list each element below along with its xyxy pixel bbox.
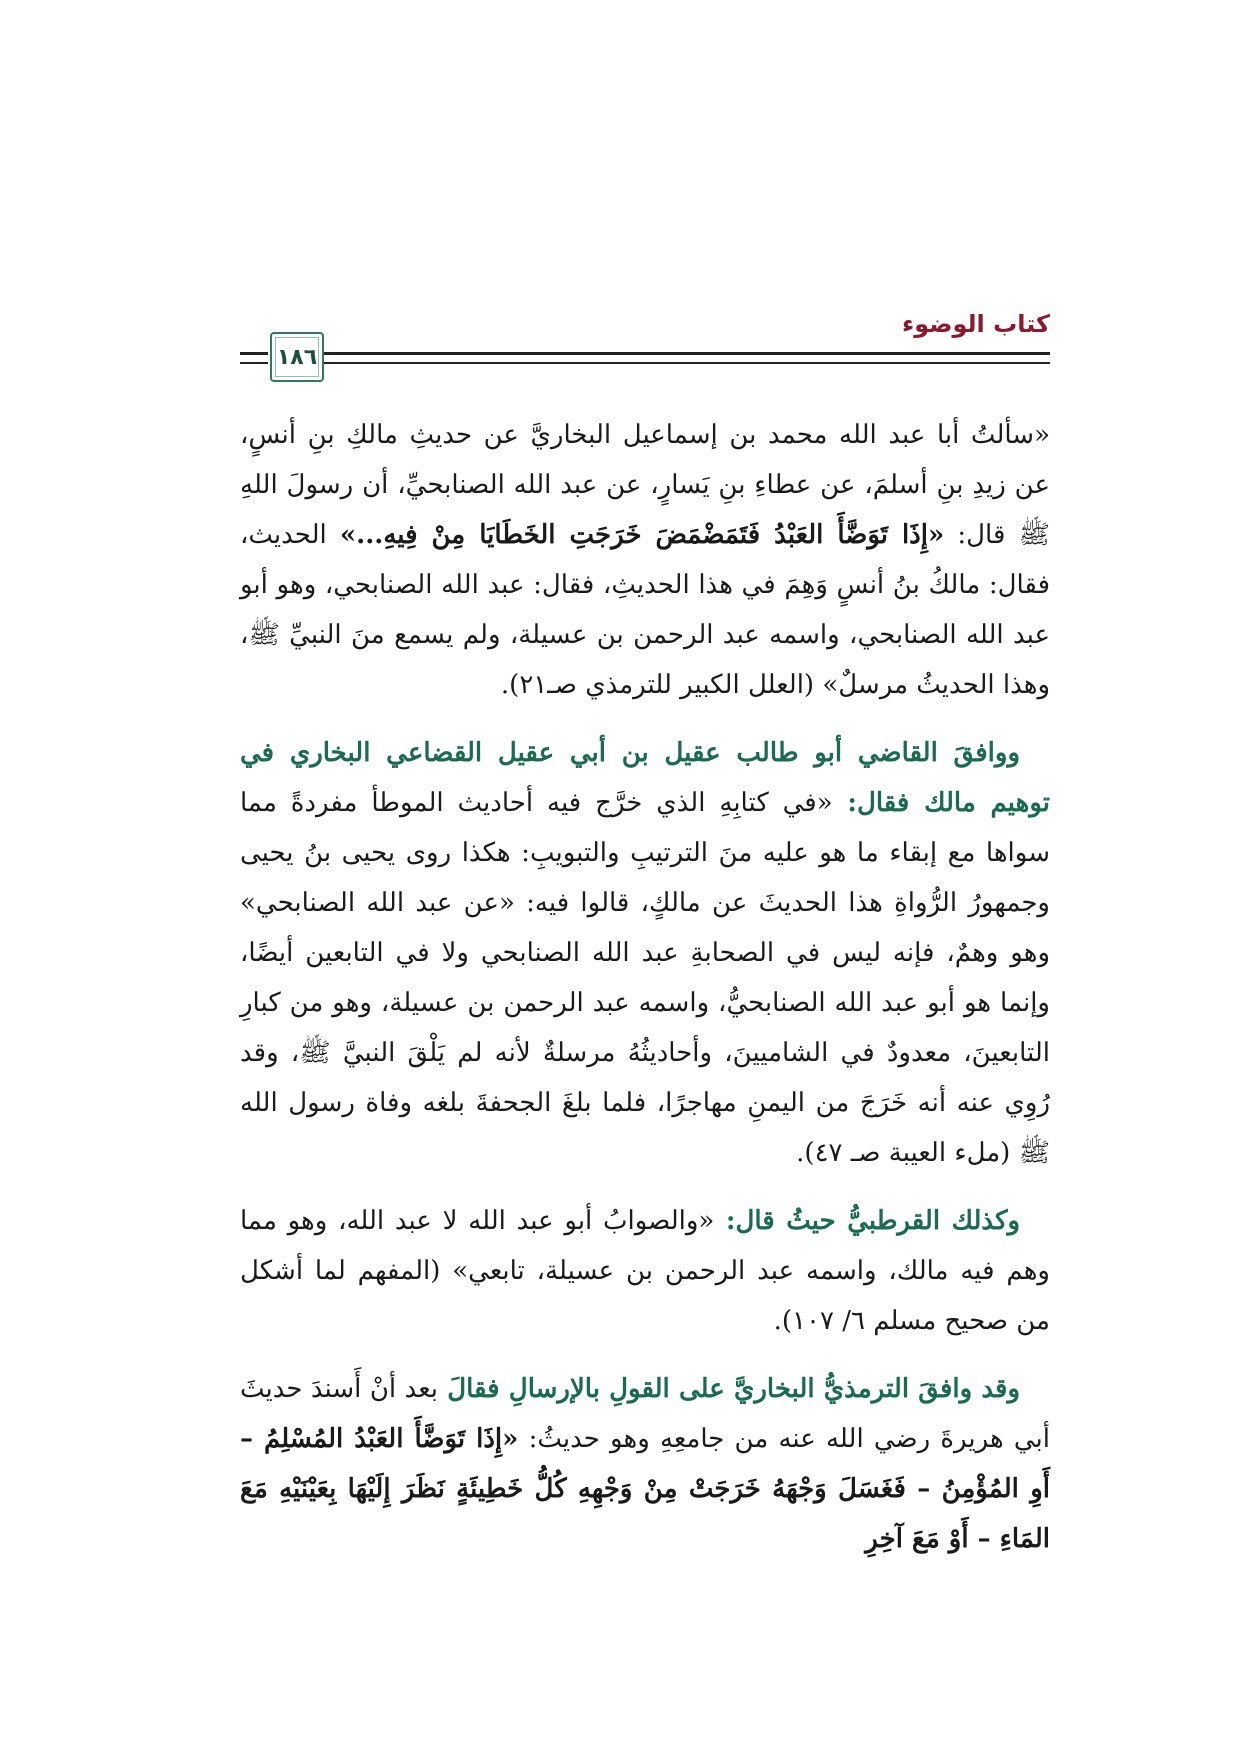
section-lead: ووافقَ القاضي أبو طالب عقيل بن أبي عقيل القضاعي البخاري في توهيم مالك فقال:	[240, 738, 1051, 818]
quote-text: «والصوابُ أبو عبد الله لا عبد الله، وهو مما وهم فيه مالك، واسمه عبد الرحمن بن عسيلة، تابعي» (المفهم لما أشكل من صحيح مسلم ٦/ ١٠٧).	[240, 1206, 1050, 1336]
paragraph-2	[240, 728, 1050, 1178]
paragraph-1	[240, 410, 1050, 710]
section-lead: وكذلك القرطبيُّ حيثُ قال:	[714, 1206, 1021, 1236]
paragraph-4	[240, 1364, 1050, 1564]
quote-text-cont: الحديث، فقال: مالكُ بنُ أنسٍ وَهِمَ في هذا الحديثِ، فقال: عبد الله الصنابحي، وهو أبو عبد الله الصنابحي، واسمه عبد الرحمن بن عسيلة، ولم يسمع منَ النبيِّ ﷺ، وهذا الحديثُ مرسلٌ» (العلل الكبير للترمذي صـ٢١).	[240, 520, 1050, 700]
section-lead: وقد وافقَ الترمذيُّ البخاريَّ على القولِ بالإرسالِ فقالَ	[438, 1374, 1020, 1404]
header-rule-left-thin	[240, 362, 268, 364]
page-number: ١٨٦	[276, 344, 318, 370]
header-rule-thin	[322, 362, 1050, 364]
page-header	[240, 310, 1050, 386]
hadith-text: «إِذَا تَوَضَّأَ العَبْدُ المُسْلِمُ – أَوِ المُؤْمِنُ – فَغَسَلَ وَجْهَهُ خَرَجَتْ مِنْ وَجْهِهِ كُلُّ خَطِيئَةٍ نَظَرَ إِلَيْهَا بِعَيْنَيْهِ مَعَ المَاءِ – أَوْ مَعَ آخِرِ	[240, 1424, 1050, 1554]
quote-text: «سألتُ أبا عبد الله محمد بن إسماعيل البخاريَّ عن حديثِ مالكِ بنِ أنسٍ، عن زيدِ بنِ أسلمَ، عن عطاءِ بنِ يَسارٍ، عن عبد الله الصنابحيِّ، أن رسولَ اللهِ ﷺ قال:	[240, 420, 1050, 550]
body-text: بعد أنْ أَسندَ حديثَ أبي هريرةَ رضي الله عنه من جامعِهِ وهو حديثُ:	[240, 1374, 1050, 1454]
page-number-frame	[270, 332, 324, 382]
hadith-text: «إِذَا تَوَضَّأَ العَبْدُ فَتَمَضْمَضَ خَرَجَتِ الخَطَايَا مِنْ فِيهِ...»	[339, 520, 945, 550]
header-rule-left-thick	[240, 352, 268, 355]
quote-text: «في كتابِهِ الذي خرَّج فيه أحاديث الموطأ مفردةً مما سواها مع إبقاء ما هو عليه منَ الترتيبِ والتبويبِ: هكذا روى يحيى بنُ يحيى وجمهورُ الرُّواةِ هذا الحديثَ عن مالكٍ، قالوا فيه: «عن عبد الله الصنابحي» وهو وهمٌ، فإنه ليس في الصحابةِ عبد الله الصنابحي ولا في التابعين أيضًا، وإنما هو أبو عبد الله الصنابحيُّ، واسمه عبد الرحمن بن عسيلة، وهو من كبارِ التابعينَ، معدودٌ في الشاميينَ، وأحاديثُهُ مرسلةٌ لأنه لم يَلْقَ النبيَّ ﷺ، وقد رُوِي عنه أنه خَرَجَ من اليمنِ مهاجرًا، فلما بلغَ الجحفةَ بلغه وفاة رسول الله ﷺ (ملء العيبة صـ ٤٧).	[240, 788, 1050, 1168]
paragraph-3	[240, 1196, 1050, 1346]
book-title: كتاب الوضوء	[901, 310, 1050, 338]
header-rule-thick	[322, 352, 1050, 355]
page-body	[240, 410, 1050, 1582]
